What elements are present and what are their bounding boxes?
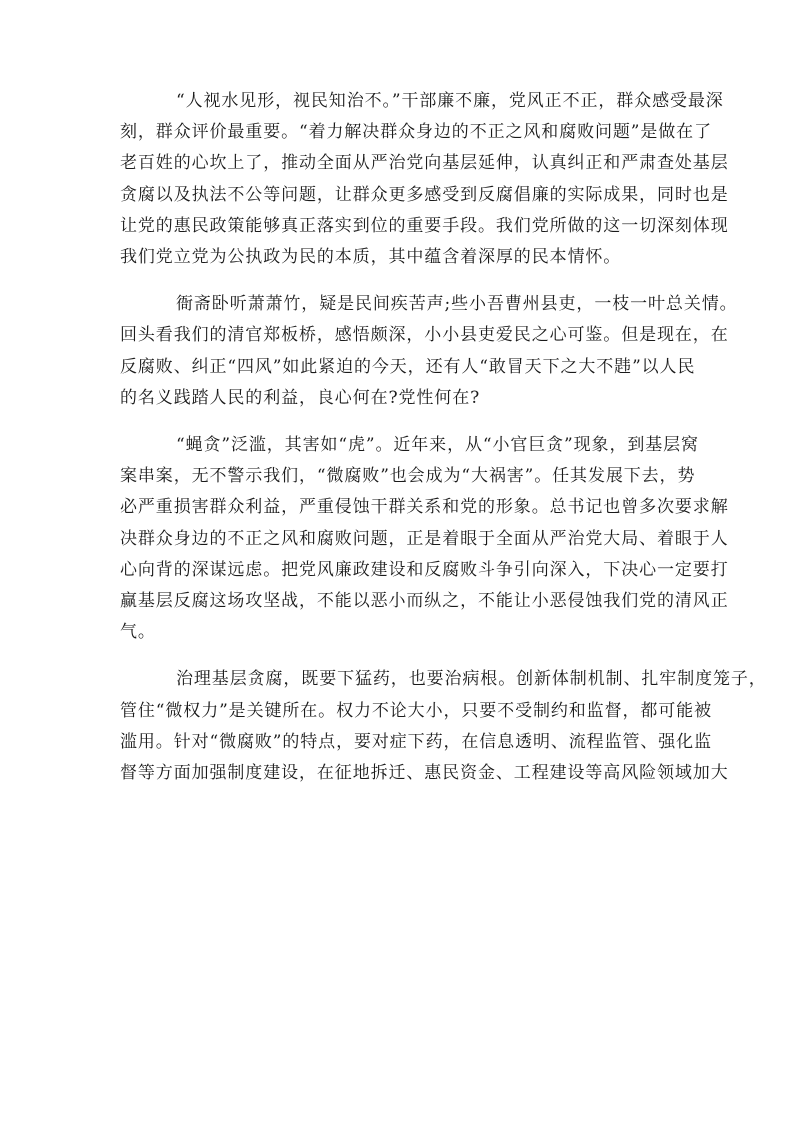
- text-line: 衙斋卧听萧萧竹，疑是民间疾苦声;些小吾曹州县吏，一枝一叶总关情。: [176, 294, 738, 315]
- paragraph-4: [120, 664, 767, 789]
- text-line: 管住“微权力”是关键所在。权力不论大小，只要不受制约和监督，都可能被: [120, 700, 712, 721]
- paragraph-3: [120, 430, 729, 648]
- paragraph-1: [120, 86, 729, 273]
- text-line: 贪腐以及执法不公等问题，让群众更多感受到反腐倡廉的实际成果，同时也是: [120, 184, 729, 205]
- text-line: 我们党立党为公执政为民的本质，其中蕴含着深厚的民本情怀。: [120, 247, 622, 268]
- text-line: 必严重损害群众利益，严重侵蚀干群关系和党的形象。总书记也曾多次要求解: [120, 497, 729, 518]
- text-line: 让党的惠民政策能够真正落实到位的重要手段。我们党所做的这一切深刻体现: [120, 215, 729, 236]
- text-line: 治理基层贪腐，既要下猛药，也要治病根。创新体制机制、扎牢制度笼子，: [176, 669, 767, 690]
- text-line: 气。: [120, 622, 156, 643]
- text-line: 反腐败、纠正“四风”如此紧迫的今天，还有人“敢冒天下之大不韪”以人民: [120, 356, 696, 377]
- text-line: “人视水见形，视民知治不。”干部廉不廉，党风正不正，群众感受最深: [176, 91, 724, 111]
- document-page: [120, 86, 767, 805]
- text-line: 案串案，无不警示我们，“微腐败”也会成为“大祸害”。任其发展下去，势: [120, 466, 696, 487]
- text-line: 刻，群众评价最重要。“着力解决群众身边的不正之风和腐败问题”是做在了: [120, 122, 712, 143]
- paragraph-2: [120, 289, 738, 414]
- text-line: 心向背的深谋远虑。把党风廉政建设和反腐败斗争引向深入，下决心一定要打: [120, 559, 729, 580]
- text-line: 的名义践踏人民的利益，良心何在?党性何在?: [120, 387, 481, 408]
- text-line: 滥用。针对“微腐败”的特点，要对症下药，在信息透明、流程监管、强化监: [120, 731, 712, 752]
- text-line: 赢基层反腐这场攻坚战，不能以恶小而纵之，不能让小恶侵蚀我们党的清风正: [120, 591, 729, 612]
- text-line: 决群众身边的不正之风和腐败问题，正是着眼于全面从严治党大局、着眼于人: [120, 528, 729, 549]
- text-line: “蝇贪”泛滥，其害如“虎”。近年来，从“小官巨贪”现象，到基层窝: [176, 435, 699, 456]
- text-line: 回头看我们的清官郑板桥，感悟颇深，小小县吏爱民之心可鉴。但是现在，在: [120, 325, 729, 346]
- text-line: 老百姓的心坎上了，推动全面从严治党向基层延伸，认真纠正和严肃查处基层: [120, 153, 729, 174]
- text-line: 督等方面加强制度建设，在征地拆迁、惠民资金、工程建设等高风险领域加大: [120, 763, 729, 784]
